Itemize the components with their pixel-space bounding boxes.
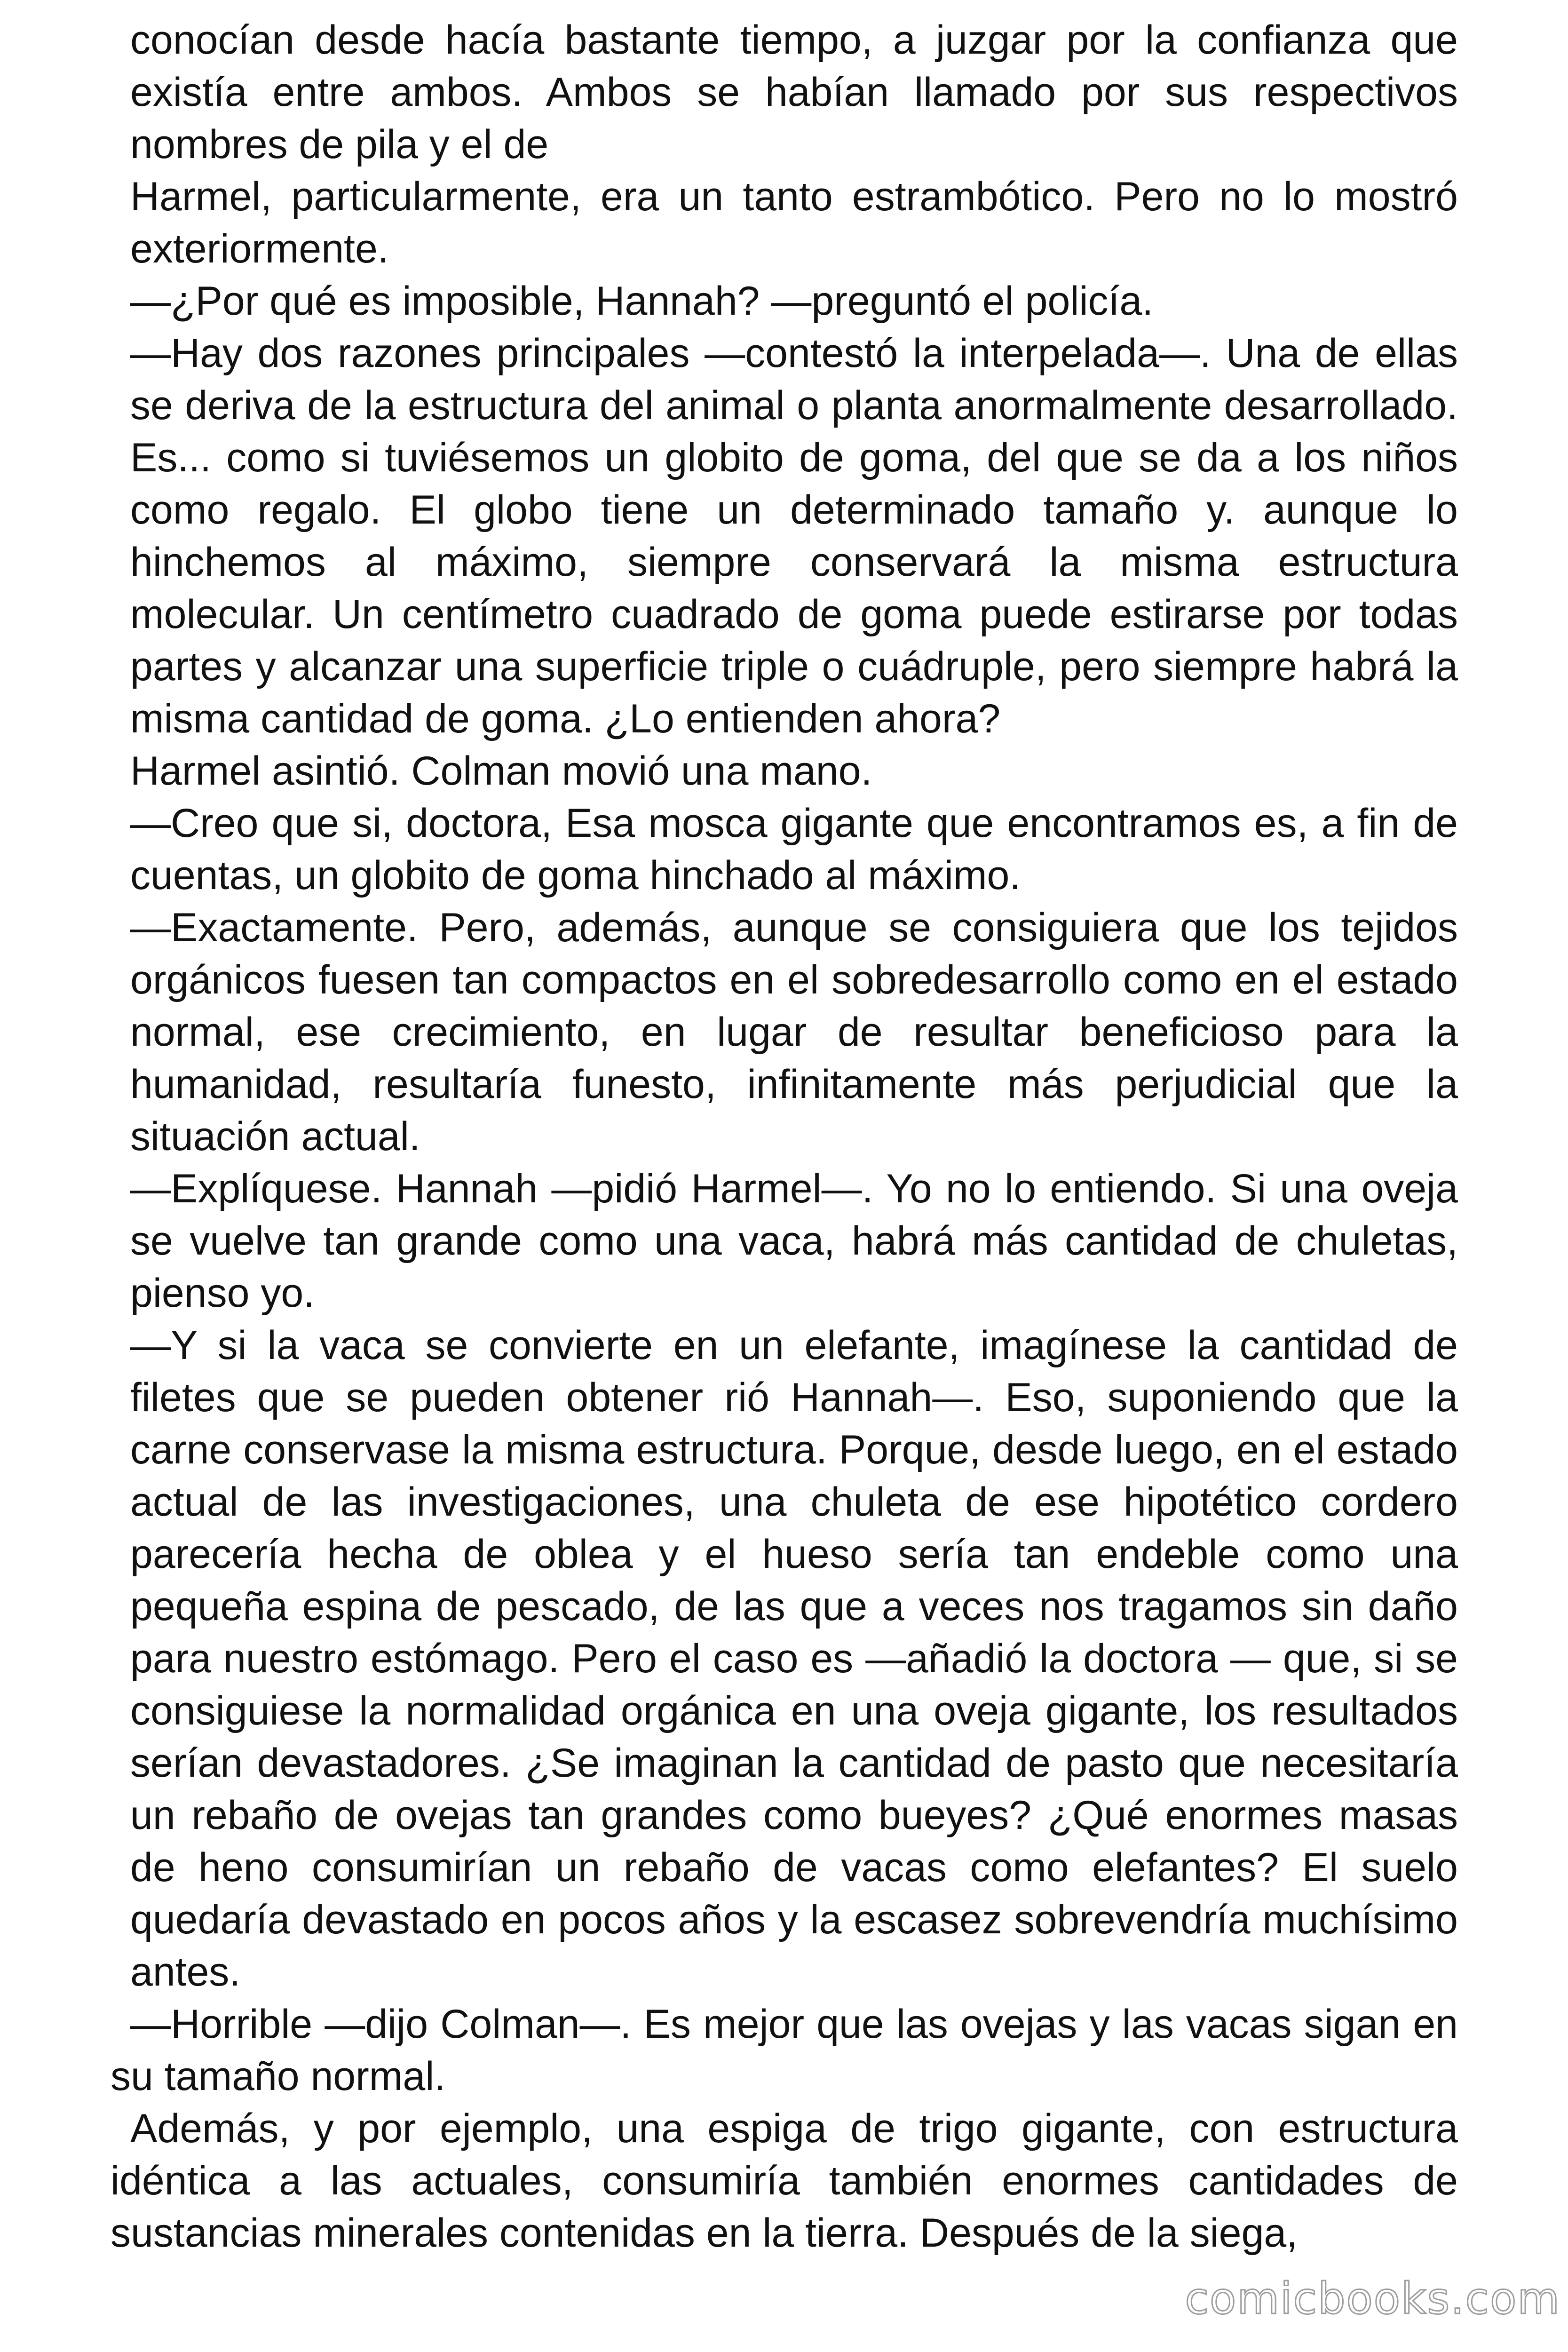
paragraph-4: —Hay dos razones principales —contestó la interpelada—. Una de ellas se deriva de la estructura del animal o planta anormalmente desarrollado. Es... como si tuviésemos un globito de goma, del que se da a los niños como regalo. El globo tiene un determinado tamaño y. aunque lo hinchemos al máximo, siempre conservará la misma estructura molecular. Un centímetro cuadrado de goma puede estirarse por todas partes y alcanzar una superficie triple o cuádruple, pero siempre habrá la misma cantidad de goma. ¿Lo entienden ahora? (130, 331, 1458, 741)
paragraph-10: —Horrible —dijo Colman—. Es mejor que las ovejas y las vacas sigan en su tamaño normal. (111, 2002, 1458, 2099)
paragraph-11: Además, y por ejemplo, una espiga de trigo gigante, con estructura idéntica a las actuales, consumiría también enormes cantidades de sustancias minerales contenidas en la tierra. Después de la siega, (111, 2106, 1458, 2256)
watermark-logo: comicbooks.com (1185, 2273, 1560, 2324)
paragraph-6: —Creo que si, doctora, Esa mosca gigante que encontramos es, a fin de cuentas, un globito de goma hinchado al máximo. (130, 801, 1458, 898)
body-text (111, 14, 1458, 2259)
paragraph-7: —Exactamente. Pero, además, aunque se consiguiera que los tejidos orgánicos fuesen tan compactos en el sobredesarrollo como en el estado normal, ese crecimiento, en lugar de resultar beneficioso para la humanidad, resultaría funesto, infinitamente más perjudicial que la situación actual. (130, 905, 1458, 1159)
paragraph-8: —Explíquese. Hannah —pidió Harmel—. Yo no lo entiendo. Si una oveja se vuelve tan grande como una vaca, habrá más cantidad de chuletas, pienso yo. (130, 1166, 1458, 1316)
paragraph-1: conocían desde hacía bastante tiempo, a juzgar por la confianza que existía entre ambos. Ambos se habían llamado por sus respectivos nombres de pila y el de (130, 17, 1458, 167)
paragraph-5: Harmel asintió. Colman movió una mano. (130, 748, 872, 794)
paragraph-9: —Y si la vaca se convierte en un elefante, imagínese la cantidad de filetes que se pueden obtener rió Hannah—. Eso, suponiendo que la carne conservase la misma estructura. Porque, desde luego, en el estado actual de las investigaciones, una chuleta de ese hipotético cordero parecería hecha de oblea y el hueso sería tan endeble como una pequeña espina de pescado, de las que a veces nos tragamos sin daño para nuestro estómago. Pero el caso es —añadió la doctora — que, si se consiguiese la normalidad orgánica en una oveja gigante, los resultados serían devastadores. ¿Se imaginan la cantidad de pasto que necesitaría un rebaño de ovejas tan grandes como bueyes? ¿Qué enormes masas de heno consumirían un rebaño de vacas como elefantes? El suelo quedaría devastado en pocos años y la escasez sobrevendría muchísimo antes. (130, 1323, 1458, 1994)
paragraph-2: Harmel, particularmente, era un tanto estrambótico. Pero no lo mostró exteriormente. (130, 174, 1458, 271)
paragraph-3: —¿Por qué es imposible, Hannah? —preguntó el policía. (130, 278, 1154, 324)
